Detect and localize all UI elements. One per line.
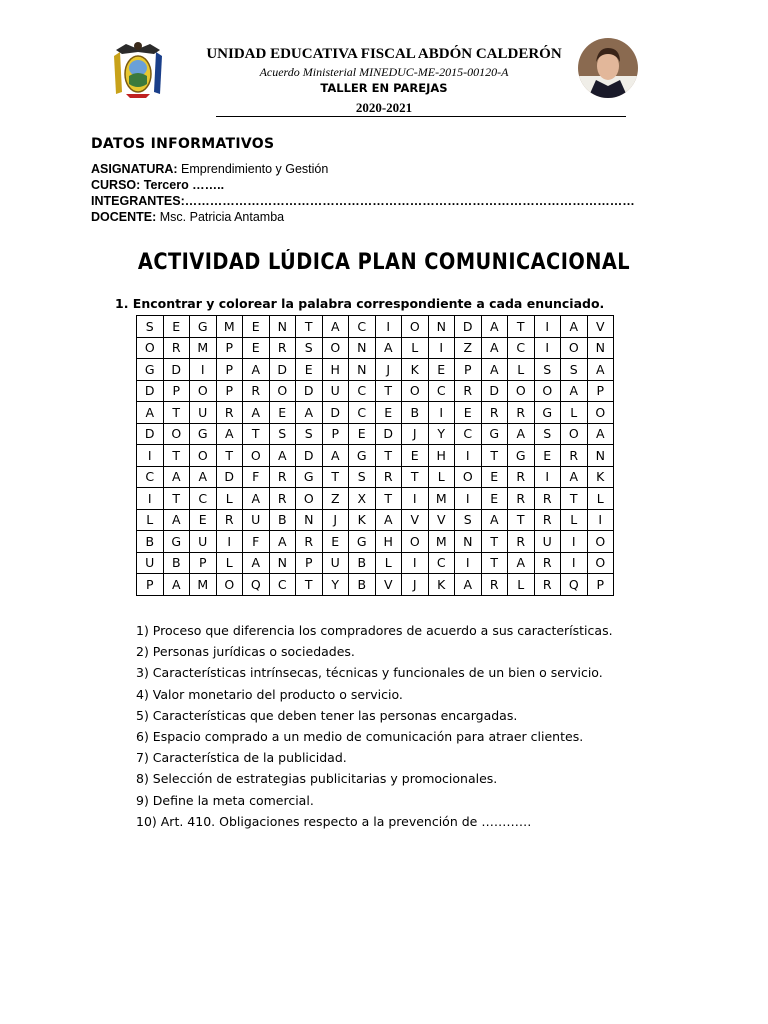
grid-cell[interactable]: G xyxy=(296,466,323,488)
grid-cell[interactable]: P xyxy=(216,380,243,402)
grid-cell[interactable]: O xyxy=(137,337,164,359)
grid-cell[interactable]: N xyxy=(428,316,455,338)
grid-cell[interactable]: F xyxy=(243,466,270,488)
grid-cell[interactable]: O xyxy=(190,380,217,402)
grid-cell[interactable]: L xyxy=(561,509,588,531)
grid-cell[interactable]: T xyxy=(481,552,508,574)
grid-cell[interactable]: Q xyxy=(561,574,588,596)
grid-cell[interactable]: U xyxy=(190,531,217,553)
grid-cell[interactable]: T xyxy=(163,445,190,467)
grid-cell[interactable]: G xyxy=(137,359,164,381)
school-year: 2020-2021 xyxy=(355,100,413,115)
grid-cell[interactable]: I xyxy=(402,552,429,574)
grid-cell[interactable]: M xyxy=(428,488,455,510)
grid-cell[interactable]: A xyxy=(322,316,349,338)
grid-cell[interactable]: Y xyxy=(322,574,349,596)
grid-cell[interactable]: M xyxy=(190,574,217,596)
grid-cell[interactable]: T xyxy=(322,466,349,488)
grid-cell[interactable]: P xyxy=(322,423,349,445)
grid-cell[interactable]: L xyxy=(137,509,164,531)
grid-cell[interactable]: B xyxy=(349,574,376,596)
grid-cell[interactable]: D xyxy=(322,402,349,424)
grid-cell[interactable]: J xyxy=(322,509,349,531)
grid-cell[interactable]: B xyxy=(163,552,190,574)
teacher-row xyxy=(91,210,284,224)
grid-cell[interactable]: C xyxy=(349,380,376,402)
grid-cell[interactable]: A xyxy=(163,574,190,596)
grid-cell[interactable]: R xyxy=(534,488,561,510)
grid-cell[interactable]: K xyxy=(402,359,429,381)
grid-cell[interactable]: I xyxy=(455,488,482,510)
grid-cell[interactable]: D xyxy=(455,316,482,338)
grid-cell[interactable]: E xyxy=(163,316,190,338)
grid-cell[interactable]: A xyxy=(375,509,402,531)
grid-cell[interactable]: H xyxy=(428,445,455,467)
grid-cell[interactable]: A xyxy=(375,337,402,359)
grid-cell[interactable]: A xyxy=(243,552,270,574)
activity-title: ACTIVIDAD LÚDICA PLAN COMUNICACIONAL xyxy=(137,250,631,275)
grid-cell[interactable]: H xyxy=(375,531,402,553)
coat-of-arms-icon xyxy=(110,36,166,100)
grid-cell[interactable]: C xyxy=(428,552,455,574)
header-divider xyxy=(216,116,626,117)
grid-cell[interactable]: P xyxy=(137,574,164,596)
grid-cell[interactable]: N xyxy=(349,337,376,359)
grid-cell[interactable]: R xyxy=(269,337,296,359)
grid-cell[interactable]: A xyxy=(481,316,508,338)
grid-cell[interactable]: I xyxy=(534,337,561,359)
grid-cell[interactable]: X xyxy=(349,488,376,510)
members-label: INTEGRANTES: xyxy=(91,194,185,208)
grid-cell[interactable]: S xyxy=(534,359,561,381)
grid-cell[interactable]: C xyxy=(455,423,482,445)
info-section-title: DATOS INFORMATIVOS xyxy=(91,136,275,152)
grid-cell[interactable]: A xyxy=(322,445,349,467)
grid-cell[interactable]: I xyxy=(428,337,455,359)
grid-cell[interactable]: O xyxy=(587,531,614,553)
grid-cell[interactable]: A xyxy=(481,509,508,531)
grid-cell[interactable]: M xyxy=(190,337,217,359)
grid-cell[interactable]: R xyxy=(508,531,535,553)
grid-cell[interactable]: P xyxy=(455,359,482,381)
grid-cell[interactable]: U xyxy=(322,380,349,402)
grid-cell[interactable]: E xyxy=(243,337,270,359)
grid-row xyxy=(137,509,614,531)
grid-cell[interactable]: D xyxy=(137,380,164,402)
grid-cell[interactable]: R xyxy=(534,552,561,574)
grid-cell[interactable]: E xyxy=(455,402,482,424)
grid-cell[interactable]: O xyxy=(587,402,614,424)
grid-cell[interactable]: N xyxy=(296,509,323,531)
grid-cell[interactable]: O xyxy=(163,423,190,445)
grid-cell[interactable]: V xyxy=(587,316,614,338)
grid-cell[interactable]: O xyxy=(402,531,429,553)
grid-cell[interactable]: R xyxy=(269,488,296,510)
grid-cell[interactable]: S xyxy=(534,423,561,445)
grid-cell[interactable]: S xyxy=(269,423,296,445)
grid-cell[interactable]: R xyxy=(163,337,190,359)
school-name: UNIDAD EDUCATIVA FISCAL ABDÓN CALDERÓN xyxy=(206,46,562,62)
grid-cell[interactable]: E xyxy=(243,316,270,338)
grid-row xyxy=(137,337,614,359)
grid-cell[interactable]: O xyxy=(296,488,323,510)
grid-cell[interactable]: O xyxy=(322,337,349,359)
workshop-label: TALLER EN PAREJAS xyxy=(320,81,448,95)
grid-cell[interactable]: O xyxy=(402,380,429,402)
grid-cell[interactable]: A xyxy=(269,531,296,553)
grid-cell[interactable]: A xyxy=(243,359,270,381)
grid-cell[interactable]: J xyxy=(402,423,429,445)
grid-cell[interactable]: O xyxy=(561,423,588,445)
grid-cell[interactable]: O xyxy=(508,380,535,402)
grid-cell[interactable]: O xyxy=(402,316,429,338)
grid-cell[interactable]: E xyxy=(349,423,376,445)
grid-cell[interactable]: R xyxy=(561,445,588,467)
grid-cell[interactable]: T xyxy=(481,531,508,553)
grid-cell[interactable]: E xyxy=(428,359,455,381)
grid-cell[interactable]: I xyxy=(455,552,482,574)
portrait-icon xyxy=(578,38,638,98)
grid-cell[interactable]: A xyxy=(481,359,508,381)
grid-cell[interactable]: P xyxy=(163,380,190,402)
clue-item: 6) Espacio comprado a un medio de comunicación para atraer clientes. xyxy=(136,728,584,744)
grid-cell[interactable]: L xyxy=(402,337,429,359)
grid-cell[interactable]: A xyxy=(561,380,588,402)
course-row xyxy=(91,178,224,192)
grid-cell[interactable]: I xyxy=(534,316,561,338)
grid-cell[interactable]: I xyxy=(137,445,164,467)
grid-row xyxy=(137,423,614,445)
grid-cell[interactable]: A xyxy=(508,423,535,445)
grid-cell[interactable]: I xyxy=(587,509,614,531)
grid-cell[interactable]: T xyxy=(163,488,190,510)
grid-cell[interactable]: V xyxy=(428,509,455,531)
grid-cell[interactable]: N xyxy=(587,445,614,467)
grid-cell[interactable]: B xyxy=(349,552,376,574)
grid-cell[interactable]: N xyxy=(269,552,296,574)
grid-cell[interactable]: G xyxy=(481,423,508,445)
grid-cell[interactable]: T xyxy=(296,574,323,596)
grid-cell[interactable]: J xyxy=(402,574,429,596)
grid-cell[interactable]: R xyxy=(481,574,508,596)
grid-cell[interactable]: T xyxy=(243,423,270,445)
grid-cell[interactable]: A xyxy=(216,423,243,445)
grid-cell[interactable]: P xyxy=(216,337,243,359)
grid-cell[interactable]: A xyxy=(455,574,482,596)
grid-row xyxy=(137,445,614,467)
grid-cell[interactable]: I xyxy=(216,531,243,553)
clue-item: 7) Característica de la publicidad. xyxy=(136,750,347,766)
grid-cell[interactable]: L xyxy=(587,488,614,510)
grid-cell[interactable]: C xyxy=(349,316,376,338)
grid-cell[interactable]: R xyxy=(375,466,402,488)
teacher-label: DOCENTE: xyxy=(91,210,157,224)
instruction: 1. Encontrar y colorear la palabra correspondiente a cada enunciado. xyxy=(115,296,605,311)
clue-list xyxy=(136,620,613,832)
grid-cell[interactable]: C xyxy=(190,488,217,510)
grid-cell[interactable]: R xyxy=(534,509,561,531)
grid-row xyxy=(137,380,614,402)
grid-cell[interactable]: G xyxy=(190,316,217,338)
clue-item: 10) Art. 410. Obligaciones respecto a la prevención de ………… xyxy=(136,813,532,829)
clue-item: 1) Proceso que diferencia los compradores de acuerdo a sus características. xyxy=(136,623,613,638)
grid-row xyxy=(137,574,614,596)
grid-cell[interactable]: G xyxy=(349,445,376,467)
grid-cell[interactable]: A xyxy=(163,466,190,488)
grid-cell[interactable]: N xyxy=(349,359,376,381)
members-value: ……………………………………………………………………………………………… xyxy=(184,194,635,208)
grid-row xyxy=(137,402,614,424)
grid-cell[interactable]: P xyxy=(296,552,323,574)
grid-cell[interactable]: S xyxy=(349,466,376,488)
grid-cell[interactable]: S xyxy=(296,423,323,445)
grid-cell[interactable]: D xyxy=(163,359,190,381)
grid-cell[interactable]: D xyxy=(269,359,296,381)
subject-label: ASIGNATURA: xyxy=(91,162,178,176)
grid-cell[interactable]: U xyxy=(190,402,217,424)
grid-cell[interactable]: P xyxy=(587,574,614,596)
grid-cell[interactable]: T xyxy=(296,316,323,338)
grid-cell[interactable]: R xyxy=(508,466,535,488)
grid-cell[interactable]: D xyxy=(375,423,402,445)
grid-cell[interactable]: A xyxy=(561,316,588,338)
grid-cell[interactable]: T xyxy=(375,488,402,510)
grid-cell[interactable]: S xyxy=(455,509,482,531)
grid-cell[interactable]: A xyxy=(137,402,164,424)
grid-cell[interactable]: C xyxy=(137,466,164,488)
grid-cell[interactable]: C xyxy=(508,337,535,359)
grid-cell[interactable]: R xyxy=(455,380,482,402)
grid-cell[interactable]: E xyxy=(534,445,561,467)
grid-cell[interactable]: T xyxy=(375,380,402,402)
grid-cell[interactable]: E xyxy=(481,488,508,510)
grid-cell[interactable]: L xyxy=(428,466,455,488)
grid-cell[interactable]: S xyxy=(137,316,164,338)
grid-cell[interactable]: J xyxy=(375,359,402,381)
grid-cell[interactable]: L xyxy=(216,488,243,510)
grid-cell[interactable]: A xyxy=(561,466,588,488)
grid-cell[interactable]: I xyxy=(455,445,482,467)
grid-cell[interactable]: R xyxy=(508,402,535,424)
clue-item: 4) Valor monetario del producto o servicio. xyxy=(136,686,403,702)
grid-cell[interactable]: V xyxy=(375,574,402,596)
grid-cell[interactable]: G xyxy=(163,531,190,553)
course-value: Tercero …….. xyxy=(140,178,225,192)
members-row xyxy=(91,194,635,208)
grid-cell[interactable]: S xyxy=(561,359,588,381)
grid-cell[interactable]: N xyxy=(455,531,482,553)
course-label: CURSO: xyxy=(91,178,141,192)
grid-cell[interactable]: I xyxy=(402,488,429,510)
grid-cell[interactable]: K xyxy=(587,466,614,488)
grid-cell[interactable]: E xyxy=(296,359,323,381)
grid-cell[interactable]: B xyxy=(137,531,164,553)
grid-cell[interactable]: A xyxy=(481,337,508,359)
grid-cell[interactable]: O xyxy=(190,445,217,467)
grid-row xyxy=(137,359,614,381)
subject-row xyxy=(91,162,328,176)
grid-cell[interactable]: O xyxy=(455,466,482,488)
grid-cell[interactable]: T xyxy=(163,402,190,424)
grid-cell[interactable]: G xyxy=(190,423,217,445)
grid-cell[interactable]: E xyxy=(402,445,429,467)
grid-cell[interactable]: T xyxy=(375,445,402,467)
grid-cell[interactable]: U xyxy=(137,552,164,574)
grid-cell[interactable]: R xyxy=(296,531,323,553)
grid-cell[interactable]: A xyxy=(508,552,535,574)
grid-cell[interactable]: U xyxy=(243,509,270,531)
grid-row xyxy=(137,488,614,510)
grid-cell[interactable]: D xyxy=(137,423,164,445)
grid-cell[interactable]: G xyxy=(508,445,535,467)
grid-cell[interactable]: S xyxy=(296,337,323,359)
grid-cell[interactable]: C xyxy=(349,402,376,424)
grid-cell[interactable]: C xyxy=(269,574,296,596)
clue-item: 3) Características intrínsecas, técnicas y funcionales de un bien o servicio. xyxy=(136,665,603,681)
grid-cell[interactable]: L xyxy=(508,574,535,596)
grid-cell[interactable]: T xyxy=(561,488,588,510)
grid-cell[interactable]: I xyxy=(561,531,588,553)
subject-value: Emprendimiento y Gestión xyxy=(177,162,329,176)
grid-cell[interactable]: O xyxy=(216,574,243,596)
grid-cell[interactable]: Q xyxy=(243,574,270,596)
grid-cell[interactable]: B xyxy=(402,402,429,424)
grid-cell[interactable]: I xyxy=(561,552,588,574)
grid-cell[interactable]: O xyxy=(561,337,588,359)
grid-cell[interactable]: A xyxy=(163,509,190,531)
grid-cell[interactable]: A xyxy=(587,359,614,381)
grid-cell[interactable]: I xyxy=(190,359,217,381)
grid-cell[interactable]: M xyxy=(428,531,455,553)
grid-cell[interactable]: B xyxy=(269,509,296,531)
grid-cell[interactable]: N xyxy=(269,316,296,338)
grid-cell[interactable]: A xyxy=(296,402,323,424)
grid-cell[interactable]: P xyxy=(587,380,614,402)
grid-cell[interactable]: T xyxy=(508,316,535,338)
grid-row xyxy=(137,316,614,338)
grid-cell[interactable]: E xyxy=(481,466,508,488)
grid-cell[interactable]: G xyxy=(534,402,561,424)
grid-cell[interactable]: I xyxy=(375,316,402,338)
grid-row xyxy=(137,466,614,488)
grid-cell[interactable]: N xyxy=(587,337,614,359)
grid-cell[interactable]: L xyxy=(216,552,243,574)
grid-cell[interactable]: A xyxy=(243,488,270,510)
grid-cell[interactable]: R xyxy=(216,509,243,531)
grid-cell[interactable]: Z xyxy=(322,488,349,510)
grid-cell[interactable]: O xyxy=(243,445,270,467)
grid-cell[interactable]: L xyxy=(508,359,535,381)
grid-cell[interactable]: P xyxy=(190,552,217,574)
clue-item: 8) Selección de estrategias publicitarias y promocionales. xyxy=(136,771,498,787)
grid-cell[interactable]: K xyxy=(428,574,455,596)
grid-row xyxy=(137,531,614,553)
grid-cell[interactable]: P xyxy=(216,359,243,381)
grid-cell[interactable]: V xyxy=(402,509,429,531)
grid-cell[interactable]: T xyxy=(216,445,243,467)
grid-cell[interactable]: D xyxy=(296,445,323,467)
grid-cell[interactable]: D xyxy=(481,380,508,402)
grid-cell[interactable]: U xyxy=(322,552,349,574)
grid-cell[interactable]: A xyxy=(243,402,270,424)
grid-cell[interactable]: G xyxy=(349,531,376,553)
grid-cell[interactable]: A xyxy=(269,445,296,467)
grid-cell[interactable]: R xyxy=(534,574,561,596)
grid-cell[interactable]: O xyxy=(534,380,561,402)
grid-cell[interactable]: H xyxy=(322,359,349,381)
grid-cell[interactable]: T xyxy=(402,466,429,488)
grid-cell[interactable]: U xyxy=(534,531,561,553)
grid-cell[interactable]: T xyxy=(508,509,535,531)
grid-cell[interactable]: A xyxy=(587,423,614,445)
grid-cell[interactable]: E xyxy=(269,402,296,424)
grid-cell[interactable]: I xyxy=(534,466,561,488)
clue-item: 9) Define la meta comercial. xyxy=(136,792,314,808)
grid-cell[interactable]: A xyxy=(190,466,217,488)
grid-cell[interactable]: I xyxy=(137,488,164,510)
grid-cell[interactable]: D xyxy=(296,380,323,402)
grid-cell[interactable]: M xyxy=(216,316,243,338)
grid-cell[interactable]: T xyxy=(481,445,508,467)
document-header xyxy=(0,0,768,120)
grid-cell[interactable]: K xyxy=(349,509,376,531)
grid-cell[interactable]: R xyxy=(508,488,535,510)
teacher-value: Msc. Patricia Antamba xyxy=(156,210,285,224)
grid-cell[interactable]: E xyxy=(322,531,349,553)
word-search-grid xyxy=(136,315,614,596)
grid-cell[interactable]: O xyxy=(587,552,614,574)
grid-cell[interactable]: C xyxy=(428,380,455,402)
ministerial-agreement: Acuerdo Ministerial MINEDUC-ME-2015-00120-A xyxy=(259,65,509,79)
grid-cell[interactable]: D xyxy=(216,466,243,488)
grid-cell[interactable]: F xyxy=(243,531,270,553)
grid-cell[interactable]: R xyxy=(481,402,508,424)
grid-cell[interactable]: R xyxy=(216,402,243,424)
grid-cell[interactable]: L xyxy=(561,402,588,424)
grid-cell[interactable]: L xyxy=(375,552,402,574)
grid-cell[interactable]: I xyxy=(428,402,455,424)
grid-cell[interactable]: E xyxy=(190,509,217,531)
clue-item: 2) Personas jurídicas o sociedades. xyxy=(136,644,355,660)
clue-item: 5) Características que deben tener las personas encargadas. xyxy=(136,707,518,723)
grid-cell[interactable]: R xyxy=(269,466,296,488)
grid-row xyxy=(137,552,614,574)
grid-cell[interactable]: Y xyxy=(428,423,455,445)
grid-cell[interactable]: Z xyxy=(455,337,482,359)
grid-cell[interactable]: E xyxy=(375,402,402,424)
grid-cell[interactable]: O xyxy=(269,380,296,402)
grid-cell[interactable]: R xyxy=(243,380,270,402)
